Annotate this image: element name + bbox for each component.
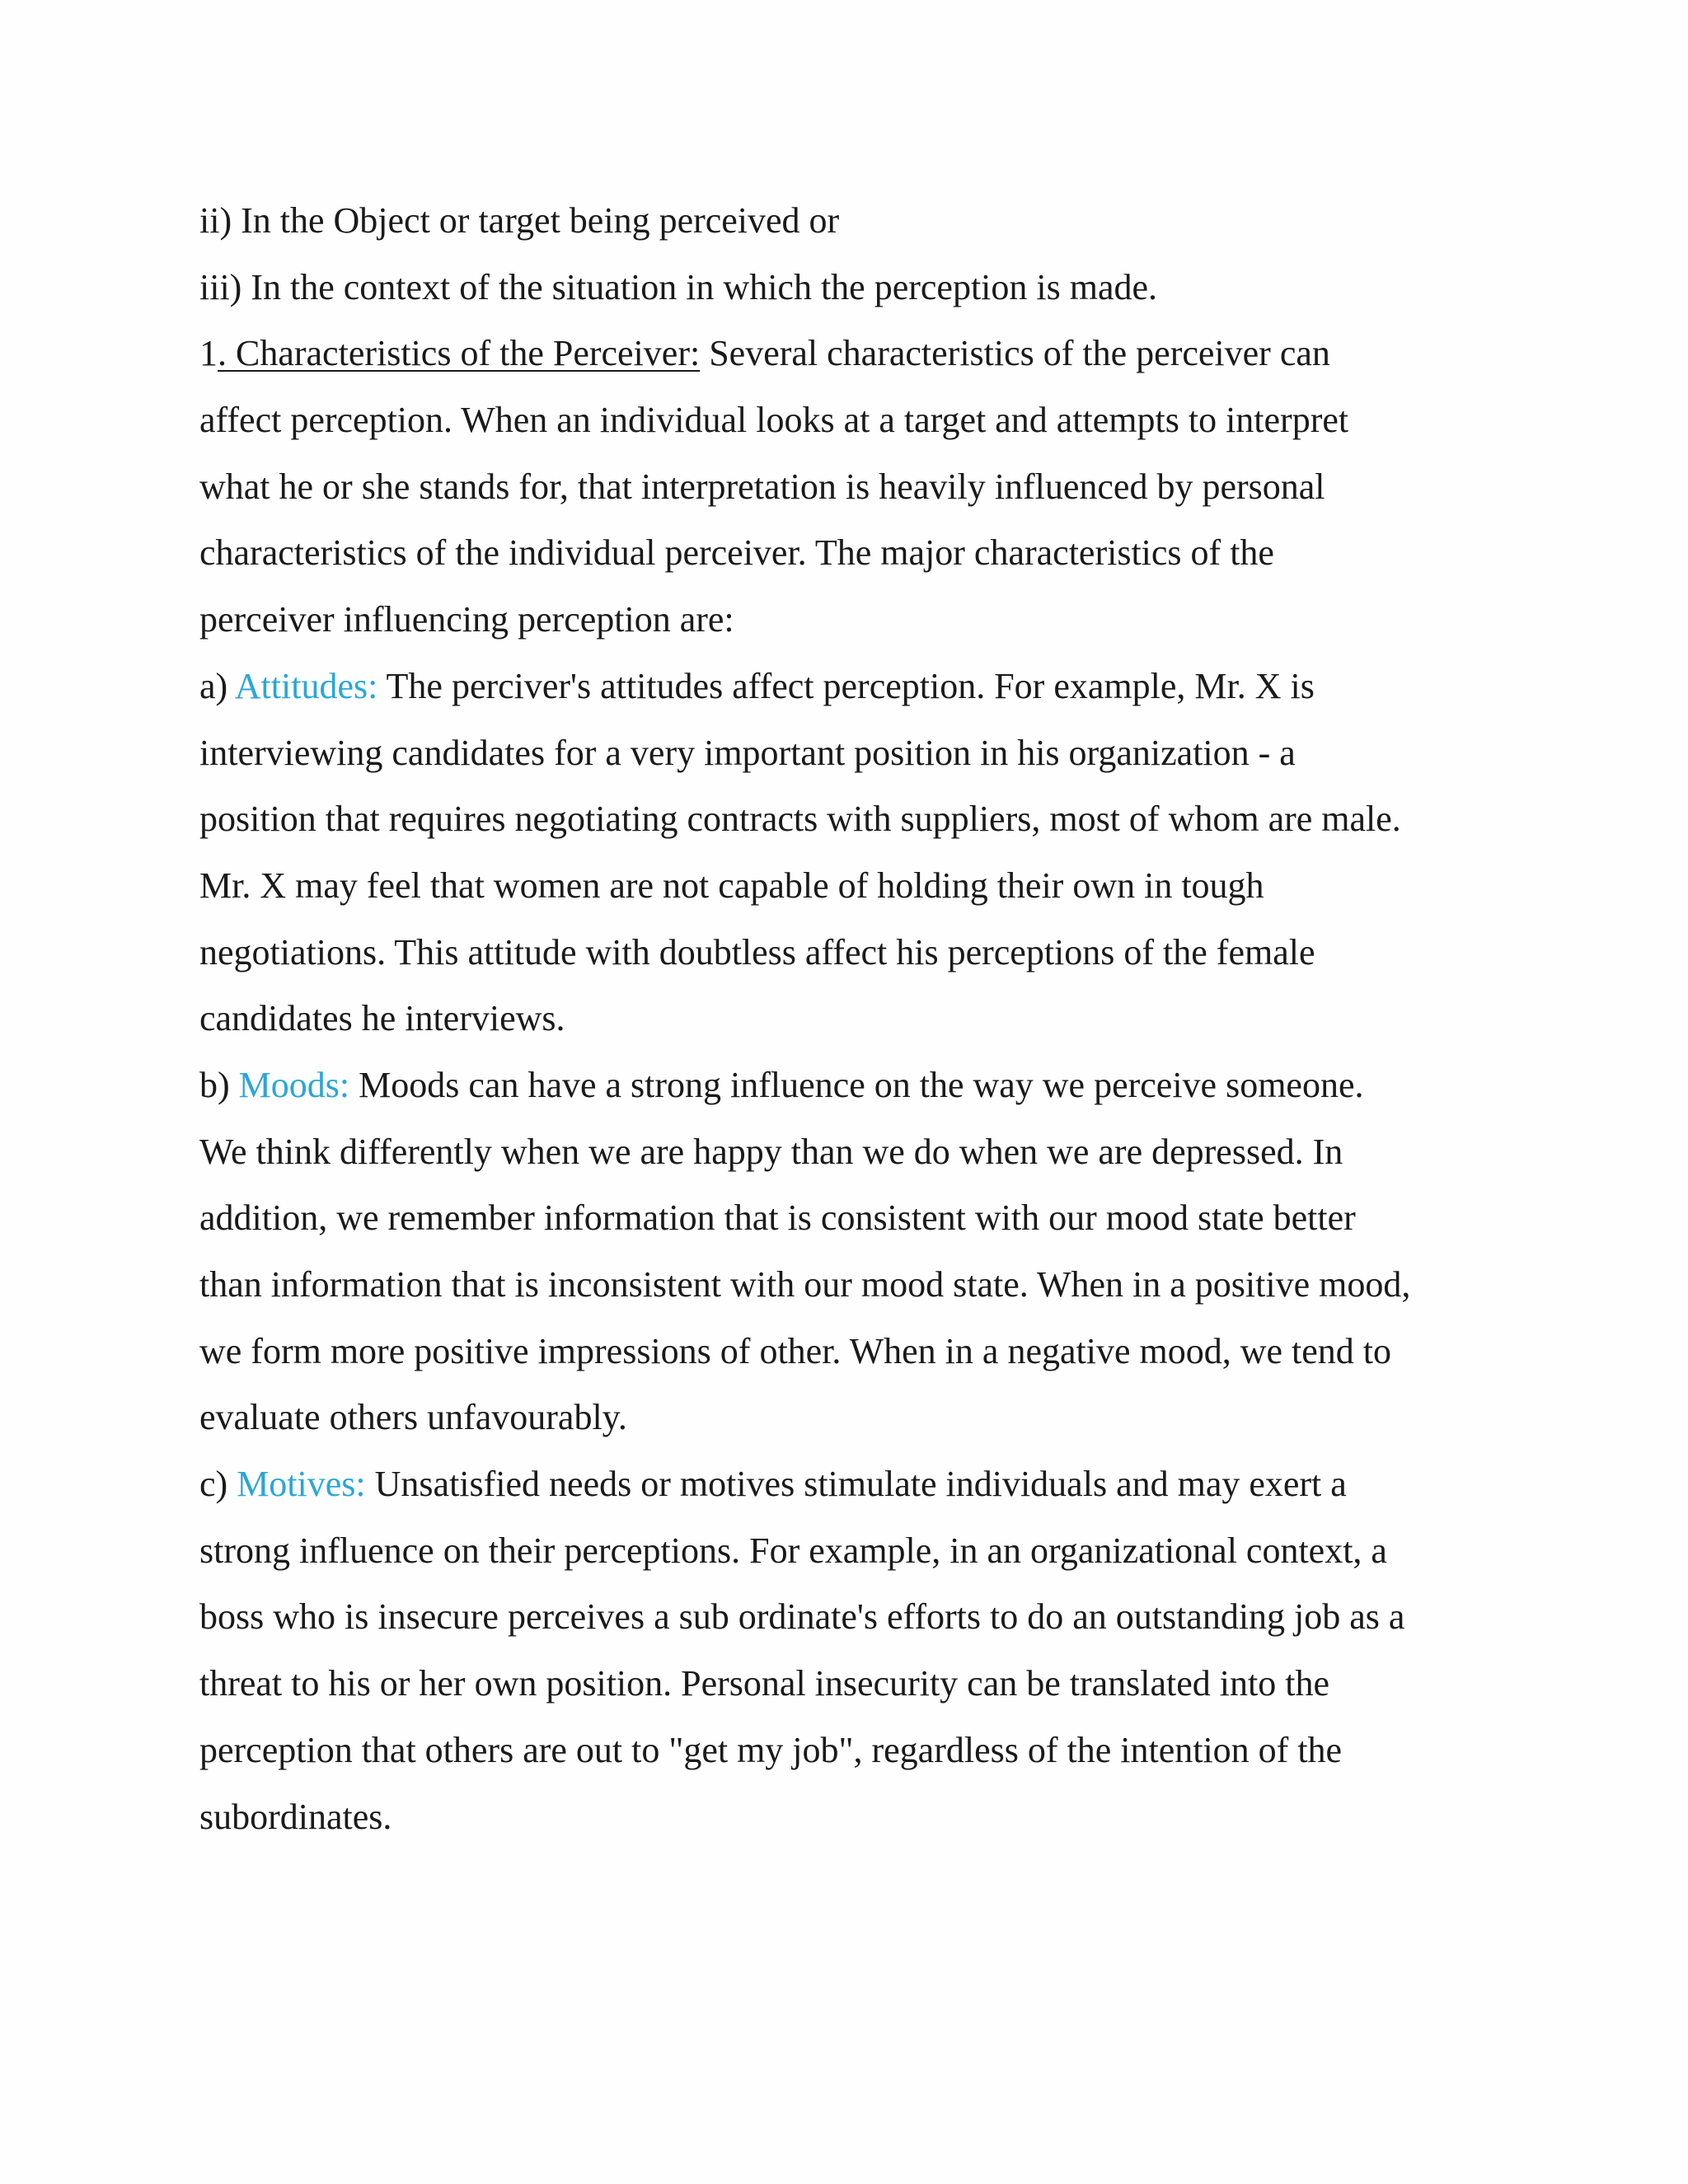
paragraph-line <box>199 1451 1518 1518</box>
list-item-ii: ii) In the Object or target being perceived or <box>199 200 840 241</box>
term-attitudes: Attitudes: <box>234 665 378 706</box>
paragraph-line: We think differently when we are happy than we do when we are depressed. In <box>199 1131 1343 1172</box>
list-item-iii: iii) In the context of the situation in which the perception is made. <box>199 266 1158 307</box>
paragraph-line: affect perception. When an individual looks at a target and attempts to interpret <box>199 400 1349 441</box>
paragraph-line: Mr. X may feel that women are not capable of holding their own in tough <box>199 865 1264 906</box>
paragraph-text: Unsatisfied needs or motives stimulate individuals and may exert a <box>365 1464 1347 1505</box>
paragraph-line <box>199 321 1518 387</box>
paragraph-line: position that requires negotiating contracts with suppliers, most of whom are male. <box>199 799 1401 840</box>
paragraph-line: what he or she stands for, that interpretation is heavily influenced by personal <box>199 466 1325 507</box>
subsection-attitudes <box>199 654 1518 1052</box>
paragraph-text: Several characteristics of the perceiver can <box>700 333 1330 374</box>
paragraph-line: than information that is inconsistent with our mood state. When in a positive mood, <box>199 1264 1411 1305</box>
paragraph-line <box>199 654 1518 720</box>
paragraph-line: subordinates. <box>199 1796 392 1837</box>
item-prefix: a) <box>199 665 235 706</box>
paragraph-line: addition, we remember information that is consistent with our mood state better <box>199 1197 1356 1239</box>
paragraph-line <box>199 1052 1518 1119</box>
paragraph-line: perception that others are out to "get my job", regardless of the intention of the <box>199 1729 1343 1770</box>
subsection-motives <box>199 1451 1518 1850</box>
paragraph-text: Moods can have a strong influence on the way we perceive someone. <box>349 1064 1364 1105</box>
item-prefix: b) <box>199 1064 239 1105</box>
paragraph-line: interviewing candidates for a very important position in his organization - a <box>199 732 1296 773</box>
paragraph-line: strong influence on their perceptions. For example, in an organizational context, a <box>199 1530 1387 1571</box>
section-heading: . Characteristics of the Perceiver: <box>218 333 701 374</box>
term-motives: Motives: <box>237 1464 366 1505</box>
paragraph-line: negotiations. This attitude with doubtless affect his perceptions of the female <box>199 931 1315 972</box>
term-moods: Moods: <box>238 1064 350 1105</box>
paragraph-line: boss who is insecure perceives a sub ordinate's efforts to do an outstanding job as a <box>199 1596 1405 1638</box>
subsection-moods <box>199 1052 1518 1451</box>
paragraph-line: perceiver influencing perception are: <box>199 599 734 640</box>
paragraph-line: characteristics of the individual perceiver. The major characteristics of the <box>199 532 1274 574</box>
paragraph-line: evaluate others unfavourably. <box>199 1397 627 1438</box>
section-perceiver-characteristics <box>199 321 1518 653</box>
item-prefix: c) <box>199 1464 237 1505</box>
document-page <box>199 188 1518 1850</box>
paragraph-line: candidates he interviews. <box>199 998 565 1039</box>
paragraph-line: we form more positive impressions of other. When in a negative mood, we tend to <box>199 1330 1391 1371</box>
section-number: 1 <box>199 333 218 374</box>
paragraph-line: threat to his or her own position. Personal insecurity can be translated into the <box>199 1663 1330 1704</box>
paragraph-text: The perciver's attitudes affect perception. For example, Mr. X is <box>377 665 1315 706</box>
